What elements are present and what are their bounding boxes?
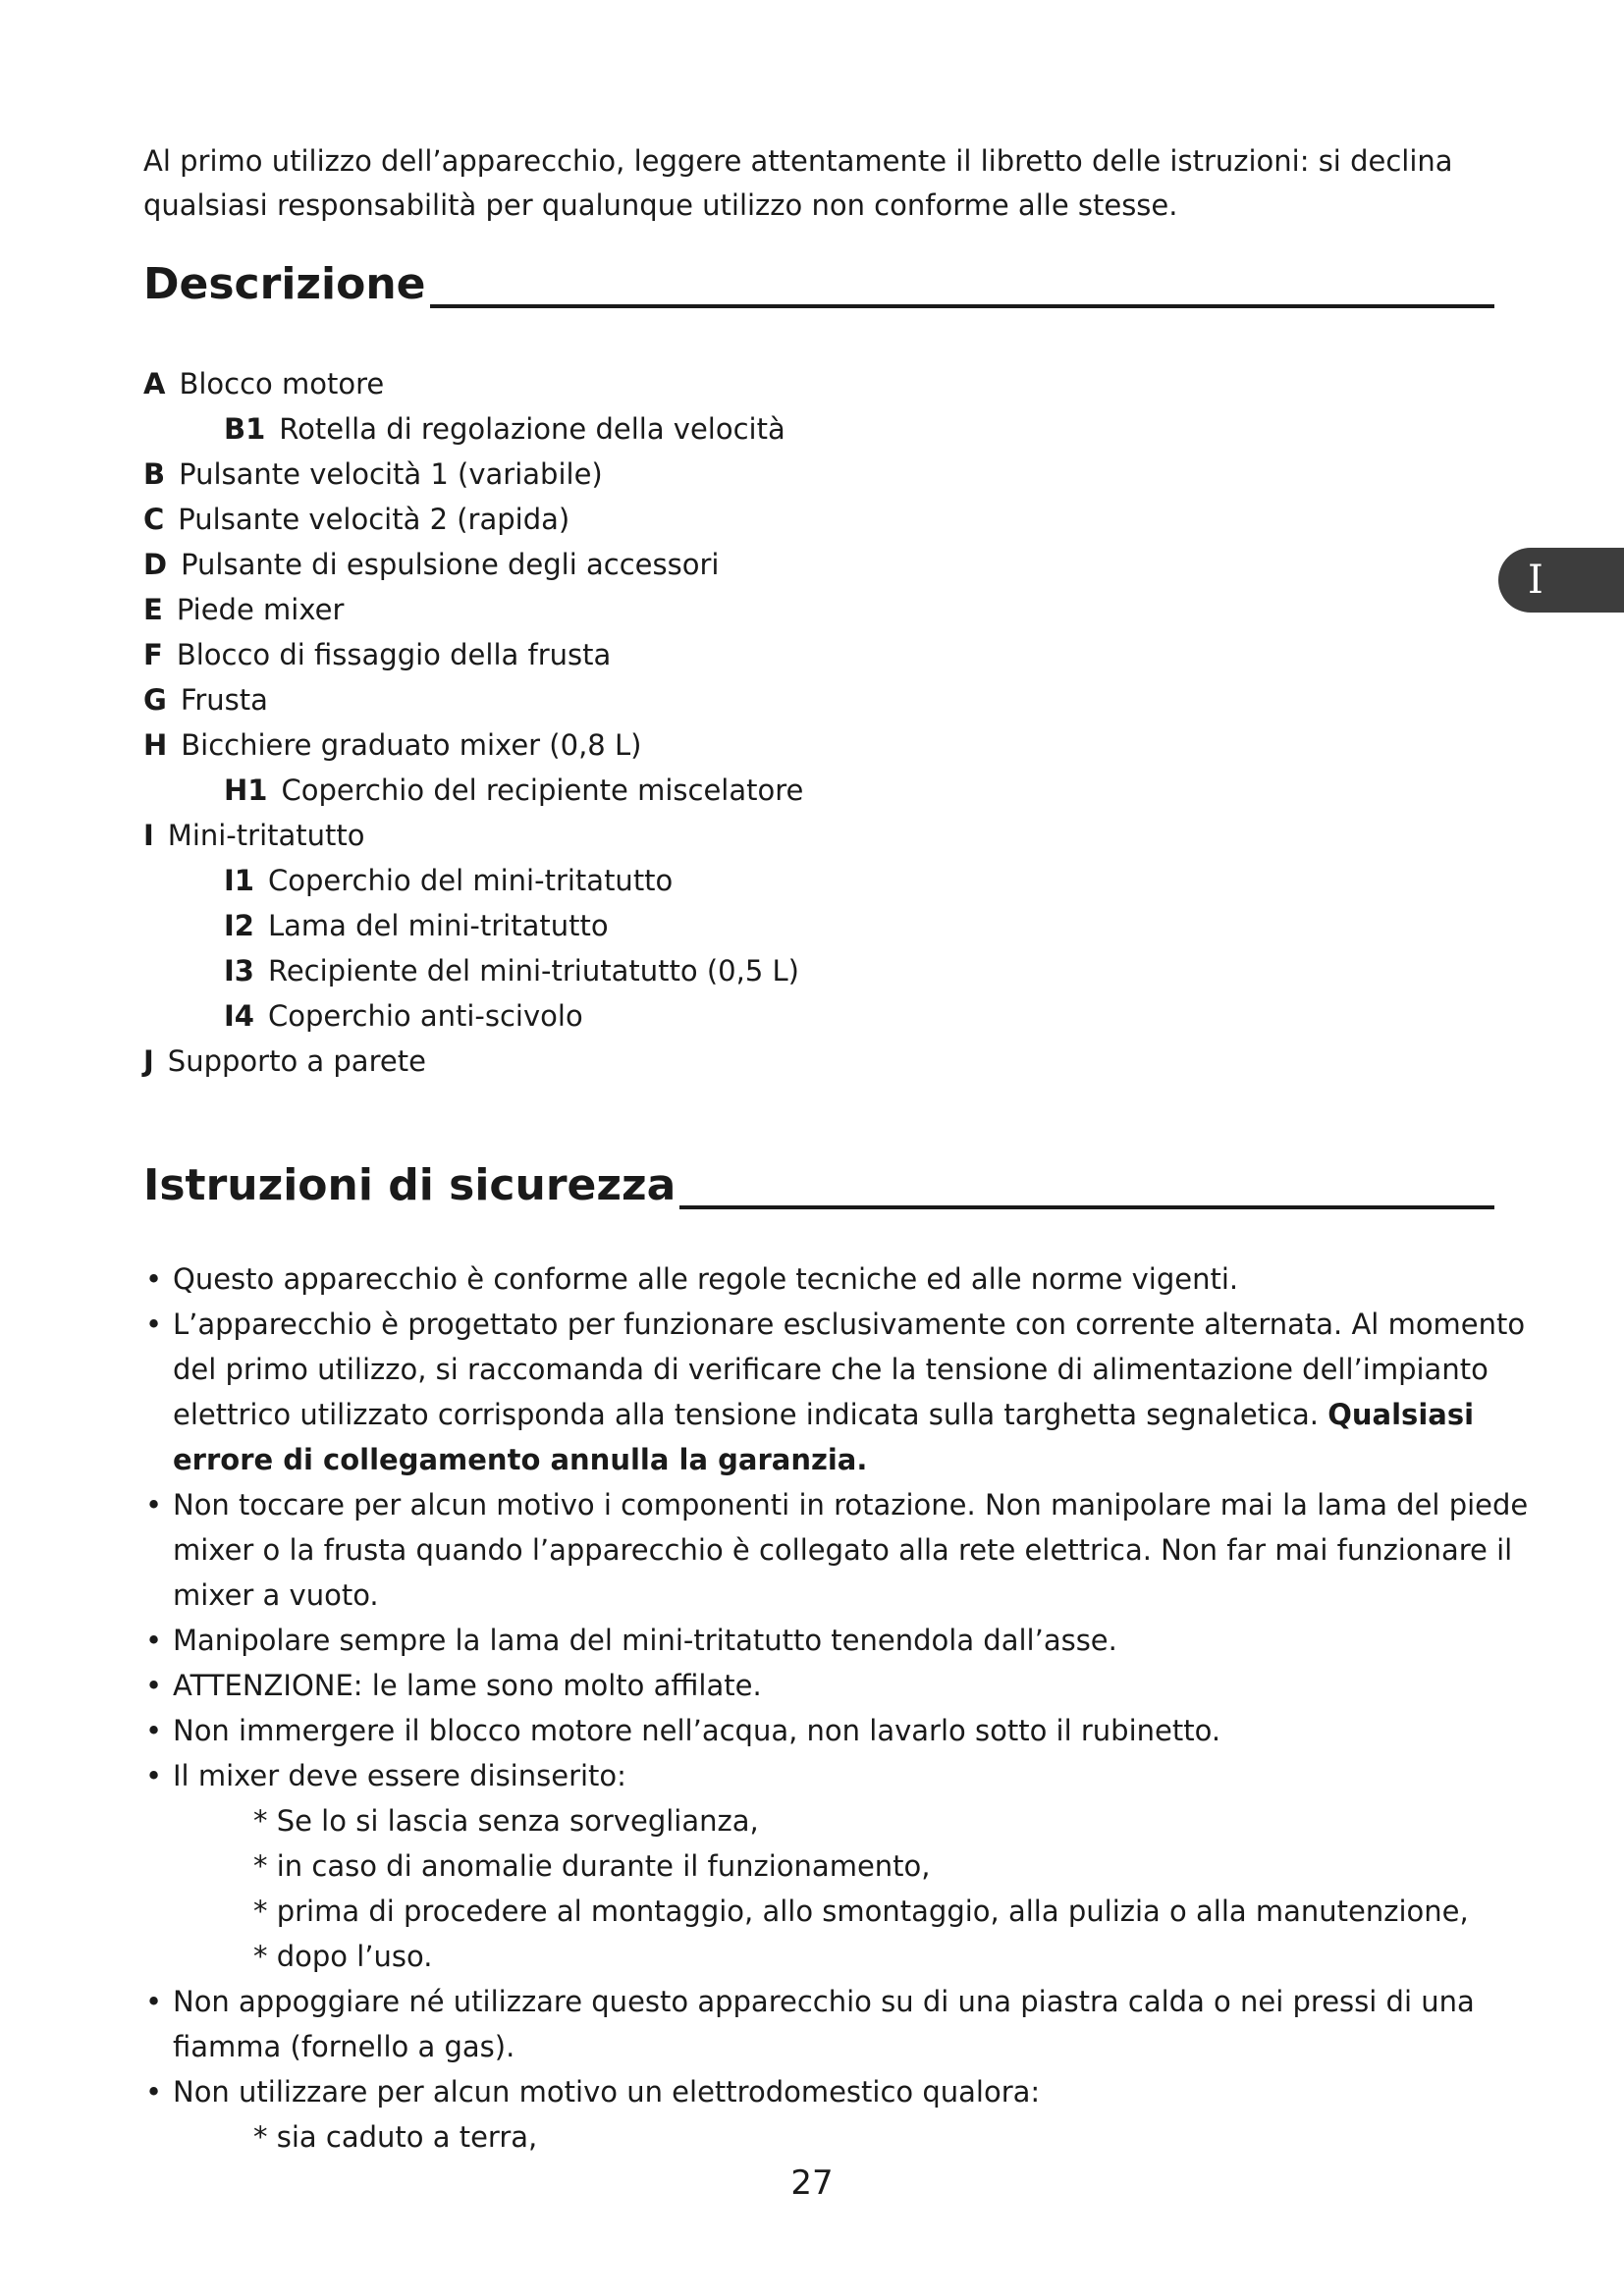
sub-item: * prima di procedere al montaggio, allo smontaggio, alla pulizia o alla manutenzione, bbox=[253, 1895, 1469, 1928]
item-key: B1 bbox=[224, 412, 266, 446]
item-text: Frusta bbox=[180, 683, 268, 717]
language-tab: I bbox=[1498, 548, 1624, 613]
safety-title: Istruzioni di sicurezza bbox=[143, 1156, 679, 1215]
list-item bbox=[143, 1256, 1557, 1302]
description-list bbox=[143, 361, 1420, 1084]
item-key: H1 bbox=[224, 774, 268, 807]
item-key: E bbox=[143, 593, 163, 626]
list-item bbox=[143, 632, 1420, 677]
item-text: Pulsante velocità 2 (rapida) bbox=[178, 503, 570, 536]
item-text: Blocco di fissaggio della frusta bbox=[176, 638, 612, 671]
item-key: I1 bbox=[224, 864, 254, 897]
item-text: Piede mixer bbox=[176, 593, 345, 626]
list-item bbox=[143, 768, 1420, 813]
item-key: G bbox=[143, 683, 167, 717]
bullet-text: Non toccare per alcun motivo i componenti in rotazione. Non manipolare mai la lama del piede mixer o la frusta quando l’apparecchio è collegato alla rete elettrica. Non far mai funzionare il mixer a vuoto. bbox=[173, 1488, 1529, 1612]
safety-list bbox=[143, 1256, 1557, 2160]
item-text: Lama del mini-tritatutto bbox=[267, 909, 609, 942]
list-item bbox=[143, 993, 1420, 1039]
item-key: I4 bbox=[224, 999, 254, 1033]
list-item bbox=[143, 1039, 1420, 1084]
bullet-icon: • bbox=[145, 1669, 163, 1702]
item-text: Blocco motore bbox=[179, 367, 385, 400]
sub-item: * sia caduto a terra, bbox=[253, 2120, 538, 2154]
list-item bbox=[143, 1979, 1557, 2069]
list-item bbox=[143, 2069, 1557, 2114]
item-key: F bbox=[143, 638, 163, 671]
bullet-text: Questo apparecchio è conforme alle regole tecniche ed alle norme vigenti. bbox=[173, 1262, 1239, 1296]
item-key: D bbox=[143, 548, 168, 581]
list-item bbox=[143, 948, 1420, 993]
item-key: C bbox=[143, 503, 165, 536]
item-text: Pulsante di espulsione degli accessori bbox=[181, 548, 720, 581]
item-key: J bbox=[143, 1044, 154, 1078]
bullet-text: Non immergere il blocco motore nell’acqua, non lavarlo sotto il rubinetto. bbox=[173, 1714, 1221, 1747]
bullet-text: Non appoggiare né utilizzare questo apparecchio su di una piastra calda o nei pressi di una fiamma (fornello a gas). bbox=[173, 1985, 1475, 2063]
item-text: Mini-tritatutto bbox=[167, 819, 365, 852]
bullet-icon: • bbox=[145, 1714, 163, 1747]
item-text: Coperchio anti-scivolo bbox=[267, 999, 583, 1033]
bullet-icon: • bbox=[145, 1262, 163, 1296]
bullet-text: Non utilizzare per alcun motivo un elettrodomestico qualora: bbox=[173, 2075, 1041, 2109]
list-item bbox=[143, 1618, 1557, 1663]
description-title: Descrizione bbox=[143, 255, 430, 314]
intro-paragraph: Al primo utilizzo dell’apparecchio, leggere attentamente il libretto delle istruzioni: si declina qualsiasi responsabilità per qualunque utilizzo non conforme alle stesse. bbox=[143, 144, 1453, 222]
item-key: I bbox=[143, 819, 154, 852]
item-text: Coperchio del recipiente miscelatore bbox=[281, 774, 804, 807]
item-text: Pulsante velocità 1 (variabile) bbox=[179, 457, 603, 491]
item-key: B bbox=[143, 457, 166, 491]
bullet-icon: • bbox=[145, 2075, 163, 2109]
bullet-text: ATTENZIONE: le lame sono molto affilate. bbox=[173, 1669, 762, 1702]
list-item bbox=[143, 1753, 1557, 1798]
item-key: A bbox=[143, 367, 166, 400]
bullet-icon: • bbox=[145, 1624, 163, 1657]
item-key: I3 bbox=[224, 954, 254, 988]
sub-item: * Se lo si lascia senza sorveglianza, bbox=[253, 1804, 759, 1838]
bullet-icon: • bbox=[145, 1759, 163, 1792]
bullet-text: Il mixer deve essere disinserito: bbox=[173, 1759, 626, 1792]
item-text: Coperchio del mini-tritatutto bbox=[267, 864, 674, 897]
bullet-icon: • bbox=[145, 1488, 163, 1522]
list-item bbox=[143, 677, 1420, 722]
sub-item: * dopo l’uso. bbox=[253, 1940, 433, 1973]
item-text: Supporto a parete bbox=[167, 1044, 426, 1078]
list-item bbox=[143, 858, 1420, 903]
list-item bbox=[143, 1663, 1557, 1708]
list-item bbox=[143, 497, 1420, 542]
list-item bbox=[143, 722, 1420, 768]
description-heading bbox=[143, 255, 1494, 314]
list-item bbox=[143, 1302, 1557, 1482]
bullet-text: L’apparecchio è progettato per funzionare esclusivamente con corrente alternata. Al momento del primo utilizzo, si raccomanda di verificare che la tensione di alimentazione dell’impianto elettrico utilizzato corrisponda alla tensione indicata sulla targhetta segnaletica. bbox=[173, 1308, 1526, 1431]
safety-heading bbox=[143, 1156, 1494, 1215]
bullet-icon: • bbox=[145, 1308, 163, 1341]
list-item bbox=[143, 542, 1420, 587]
list-item bbox=[143, 903, 1420, 948]
bullet-text: Manipolare sempre la lama del mini-tritatutto tenendola dall’asse. bbox=[173, 1624, 1117, 1657]
item-key: I2 bbox=[224, 909, 254, 942]
item-text: Bicchiere graduato mixer (0,8 L) bbox=[181, 728, 642, 762]
list-item bbox=[143, 587, 1420, 632]
list-item bbox=[143, 1482, 1557, 1618]
item-text: Rotella di regolazione della velocità bbox=[279, 412, 785, 446]
list-item bbox=[143, 406, 1420, 452]
list-item bbox=[143, 361, 1420, 406]
bullet-text-bold: Qualsiasi errore di collegamento annulla la garanzia. bbox=[173, 1398, 1475, 1476]
list-item bbox=[143, 813, 1420, 858]
sub-item: * in caso di anomalie durante il funzionamento, bbox=[253, 1849, 931, 1883]
list-item bbox=[143, 1708, 1557, 1753]
item-text: Recipiente del mini-triutatutto (0,5 L) bbox=[267, 954, 799, 988]
list-item bbox=[143, 452, 1420, 497]
page-number: 27 bbox=[790, 2163, 834, 2203]
item-key: H bbox=[143, 728, 168, 762]
bullet-icon: • bbox=[145, 1985, 163, 2018]
